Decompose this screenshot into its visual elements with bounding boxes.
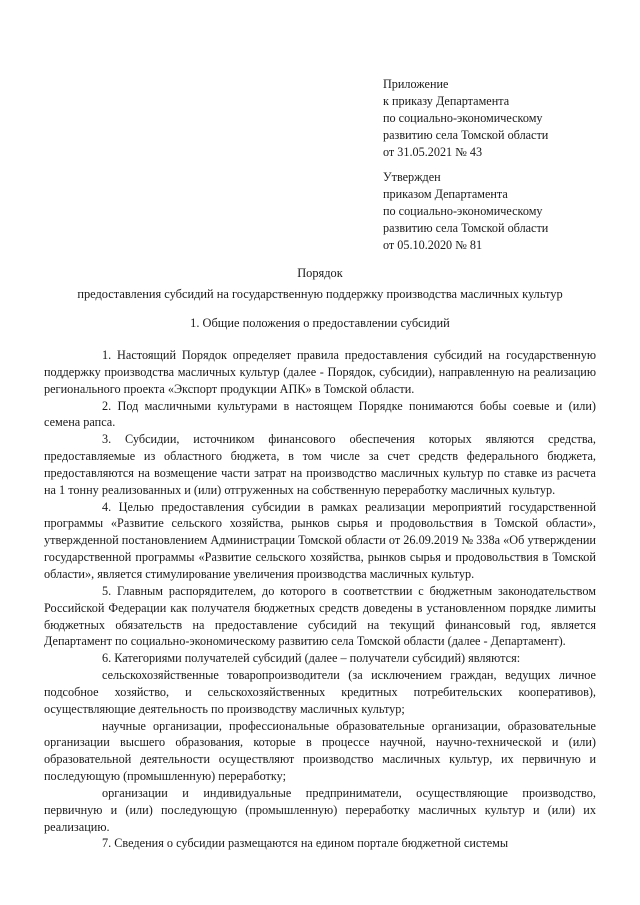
paragraph-2: 2. Под масличными культурами в настоящем Порядке понимаются бобы соевые и (или) семена рапса.: [44, 398, 596, 430]
paragraph-6-item-1: сельскохозяйственные товаропроизводители (за исключением граждан, ведущих личное подсобное хозяйство, и сельскохозяйственных кредитных потребительских кооперативов), осуществляющие деятельность по производству масличных культур;: [44, 668, 596, 716]
approval-block: [383, 169, 623, 254]
paragraph-6-item-2: научные организации, профессиональные образовательные организации, образовательные организации высшего образования, которые в процессе научной, научно-технической и (или) образовательной деятельности осуществляют производство масличных культур, их первичную и последующую (промышленную) переработку;: [44, 718, 596, 784]
document-subtitle: предоставления субсидий на государственную поддержку производства масличных культур: [77, 287, 563, 301]
appendix-line: к приказу Департамента: [383, 94, 510, 109]
paragraph-6: 6. Категориями получателей субсидий (далее – получатели субсидий) являются:: [102, 651, 521, 666]
paragraph-4: 4. Целью предоставления субсидии в рамках реализации мероприятий государственной программы «Развитие сельского хозяйства, рынков сырья и продовольствия в Томской области», утвержденной постановлением Администрации Томской области от 26.09.2019 № 338а «Об утверждении государственной программы «Развитие сельского хозяйства, рынков сырья и продовольствия в Томской области», является стимулирование увеличения производства масличных культур.: [44, 499, 596, 581]
appendix-line: развитию села Томской области: [383, 128, 549, 143]
approval-line: по социально-экономическому: [383, 204, 543, 219]
appendix-line: Приложение: [383, 77, 449, 91]
approval-line: от 05.10.2020 № 81: [383, 238, 483, 253]
paragraph-7: 7. Сведения о субсидии размещаются на едином портале бюджетной системы: [102, 836, 509, 851]
document-title: Порядок: [297, 266, 343, 280]
appendix-line: от 31.05.2021 № 43: [383, 145, 483, 160]
paragraph-3: 3. Субсидии, источником финансового обеспечения которых являются средства, предоставляемые из областного бюджета, в том числе за счет средств федерального бюджета, предоставляются на возмещение части затрат на производство масличных культур по ставке из расчета на 1 тонну реализованных и (или) отгруженных на собственную переработку масличных культур.: [44, 432, 596, 497]
approval-line: развитию села Томской области: [383, 221, 549, 236]
approval-line: Утвержден: [383, 170, 441, 184]
approval-line: приказом Департамента: [383, 187, 508, 202]
paragraph-6-item-3: организации и индивидуальные предприниматели, осуществляющие производство, первичную и (или) последующую (промышленную) переработку масличных культур и (или) их реализацию.: [44, 785, 596, 834]
appendix-line: по социально-экономическому: [383, 111, 543, 126]
document-body: [44, 347, 596, 852]
paragraph-1: 1. Настоящий Порядок определяет правила предоставления субсидий на государственную поддержку производства масличных культур (далее - Порядок, субсидии), направленную на реализацию регионального проекта «Экспорт продукции АПК» в Томской области.: [44, 348, 596, 396]
paragraph-5: 5. Главным распорядителем, до которого в соответствии с бюджетным законодательством Российской Федерации как получателя бюджетных средств доведены в установленном порядке лимиты бюджетных обязательств на предоставление субсидий на текущий финансовый год, является Департамент по социально-экономическому развитию села Томской области (далее - Департамент).: [44, 583, 596, 649]
appendix-block: [383, 76, 623, 161]
section-heading: 1. Общие положения о предоставлении субсидий: [190, 316, 450, 330]
